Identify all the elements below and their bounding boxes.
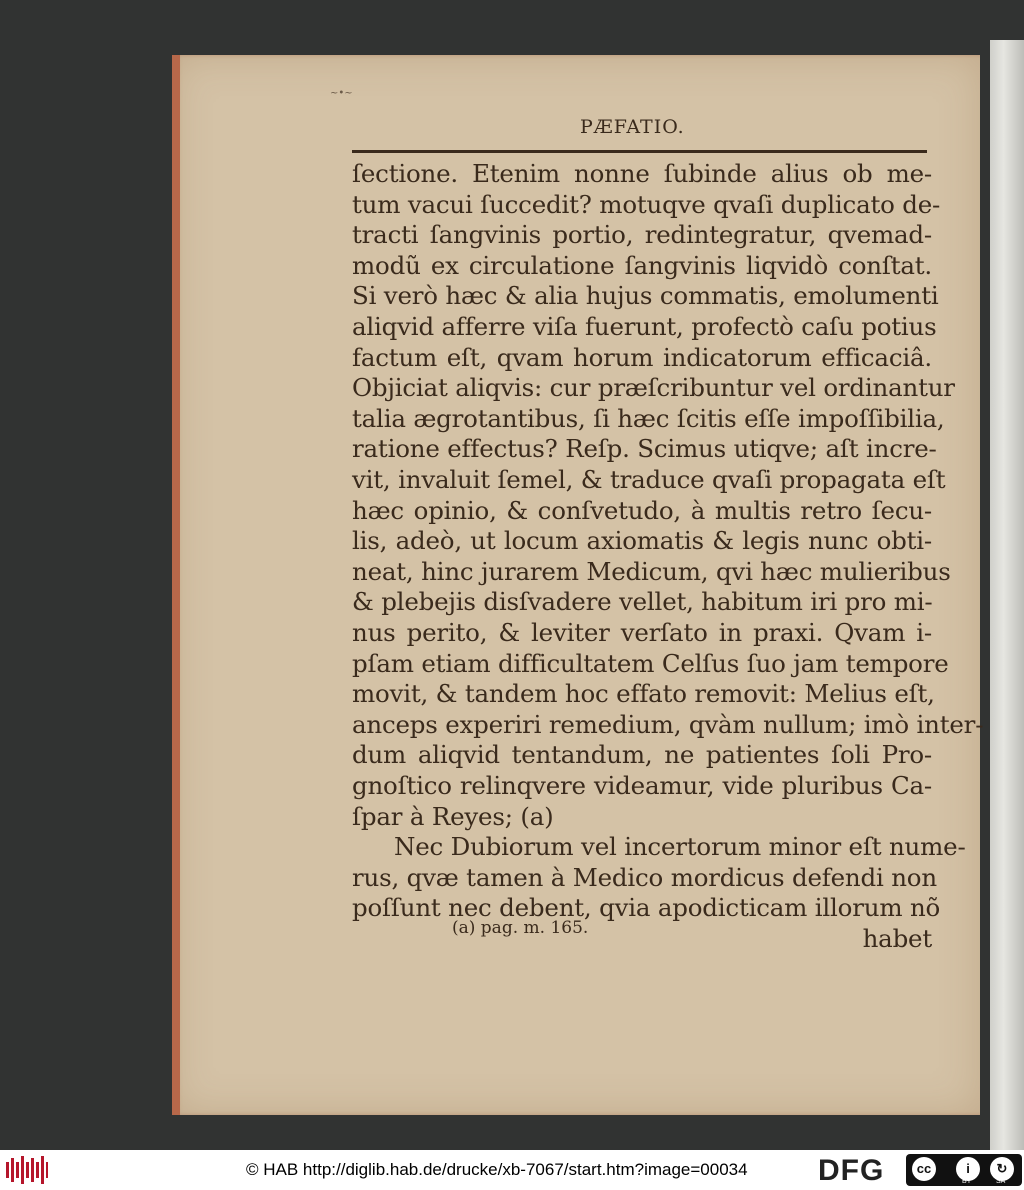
text-line: ſpar à Reyes; (a) — [352, 801, 554, 831]
text-line: poſſunt nec debent, qvia apodicticam illorum nõ — [352, 893, 941, 923]
text-line: hæc opinio, & conſvetudo, à multis retro ſecu- — [352, 495, 932, 525]
text-line: gnoſtico relinqvere videamur, vide pluribus Ca- — [352, 771, 932, 800]
license-sa-label: SA — [996, 1178, 1006, 1185]
adjacent-page-edge — [990, 40, 1024, 1150]
hab-logo-icon — [6, 1156, 48, 1184]
text-line: rus, qvæ tamen à Medico mordicus defendi non — [352, 862, 937, 892]
dfg-logo: DFG — [818, 1154, 885, 1187]
text-line: habet — [862, 924, 932, 953]
text-line: movit, & tandem hoc effato removit: Melius eſt, — [352, 679, 935, 709]
footnote: (a) pag. m. 165. — [452, 918, 589, 938]
text-line: aliqvid afferre viſa fuerunt, profectò caſu potius — [352, 312, 937, 341]
text-line: tum vacui ſuccedit? motuqve qvaſi duplicato de- — [352, 189, 941, 219]
share-alike-icon: ↻ — [990, 1157, 1014, 1181]
text-line: pſam etiam difficultatem Celſus ſuo jam tempore — [352, 648, 949, 678]
text-line: ratione effectus? Reſp. Scimus utiqve; aſt incre- — [352, 434, 937, 464]
text-line: dum aliqvid tentandum, ne patientes ſoli Pro- — [352, 740, 932, 770]
text-line: neat, hinc jurarem Medicum, qvi hæc mulieribus — [352, 556, 951, 586]
footer-bar — [0, 1150, 1024, 1190]
header-rule — [352, 150, 927, 153]
text-line: anceps experiri remedium, qvàm nullum; imò inter- — [352, 709, 984, 739]
license-by-label: BY — [962, 1178, 972, 1185]
text-line: Nec Dubiorum vel incertorum minor eſt nume- — [394, 832, 966, 862]
running-head: PÆFATIO. — [580, 116, 685, 138]
cc-license-badge[interactable] — [906, 1154, 1022, 1186]
text-line: & plebejis disſvadere vellet, habitum iri pro mi- — [352, 587, 933, 617]
text-line: Objiciat aliqvis: cur præſcribuntur vel ordinantur — [352, 373, 955, 403]
text-line: lis, adeò, ut locum axiomatis & legis nunc obti- — [352, 526, 932, 556]
attribution-icon: i — [956, 1157, 980, 1181]
text-line: modũ ex circulatione ſangvinis liqvidò conſtat. — [352, 250, 932, 280]
text-line: talia ægrotantibus, ſi hæc ſcitis eſſe impoſſibilia, — [352, 403, 945, 433]
cc-icon: cc — [912, 1157, 936, 1181]
page-red-edge — [172, 55, 180, 1115]
text-line: Si verò hæc & alia hujus commatis, emolumenti — [352, 281, 939, 311]
text-line: nus perito, & leviter verſato in praxi. Qvam i- — [352, 618, 932, 647]
copyright-link[interactable]: © HAB http://diglib.hab.de/drucke/xb-7067/start.htm?image=00034 — [246, 1160, 748, 1179]
text-line: ſectione. Etenim nonne ſubinde alius ob me- — [352, 159, 932, 188]
text-line: tracti ſangvinis portio, redintegratur, qvemad- — [352, 220, 932, 250]
paper-speck: ~•~ — [330, 88, 353, 99]
text-line: factum eſt, qvam horum indicatorum efficaciâ. — [352, 342, 932, 372]
text-line: vit, invaluit ſemel, & traduce qvaſi propagata eſt — [352, 465, 946, 494]
